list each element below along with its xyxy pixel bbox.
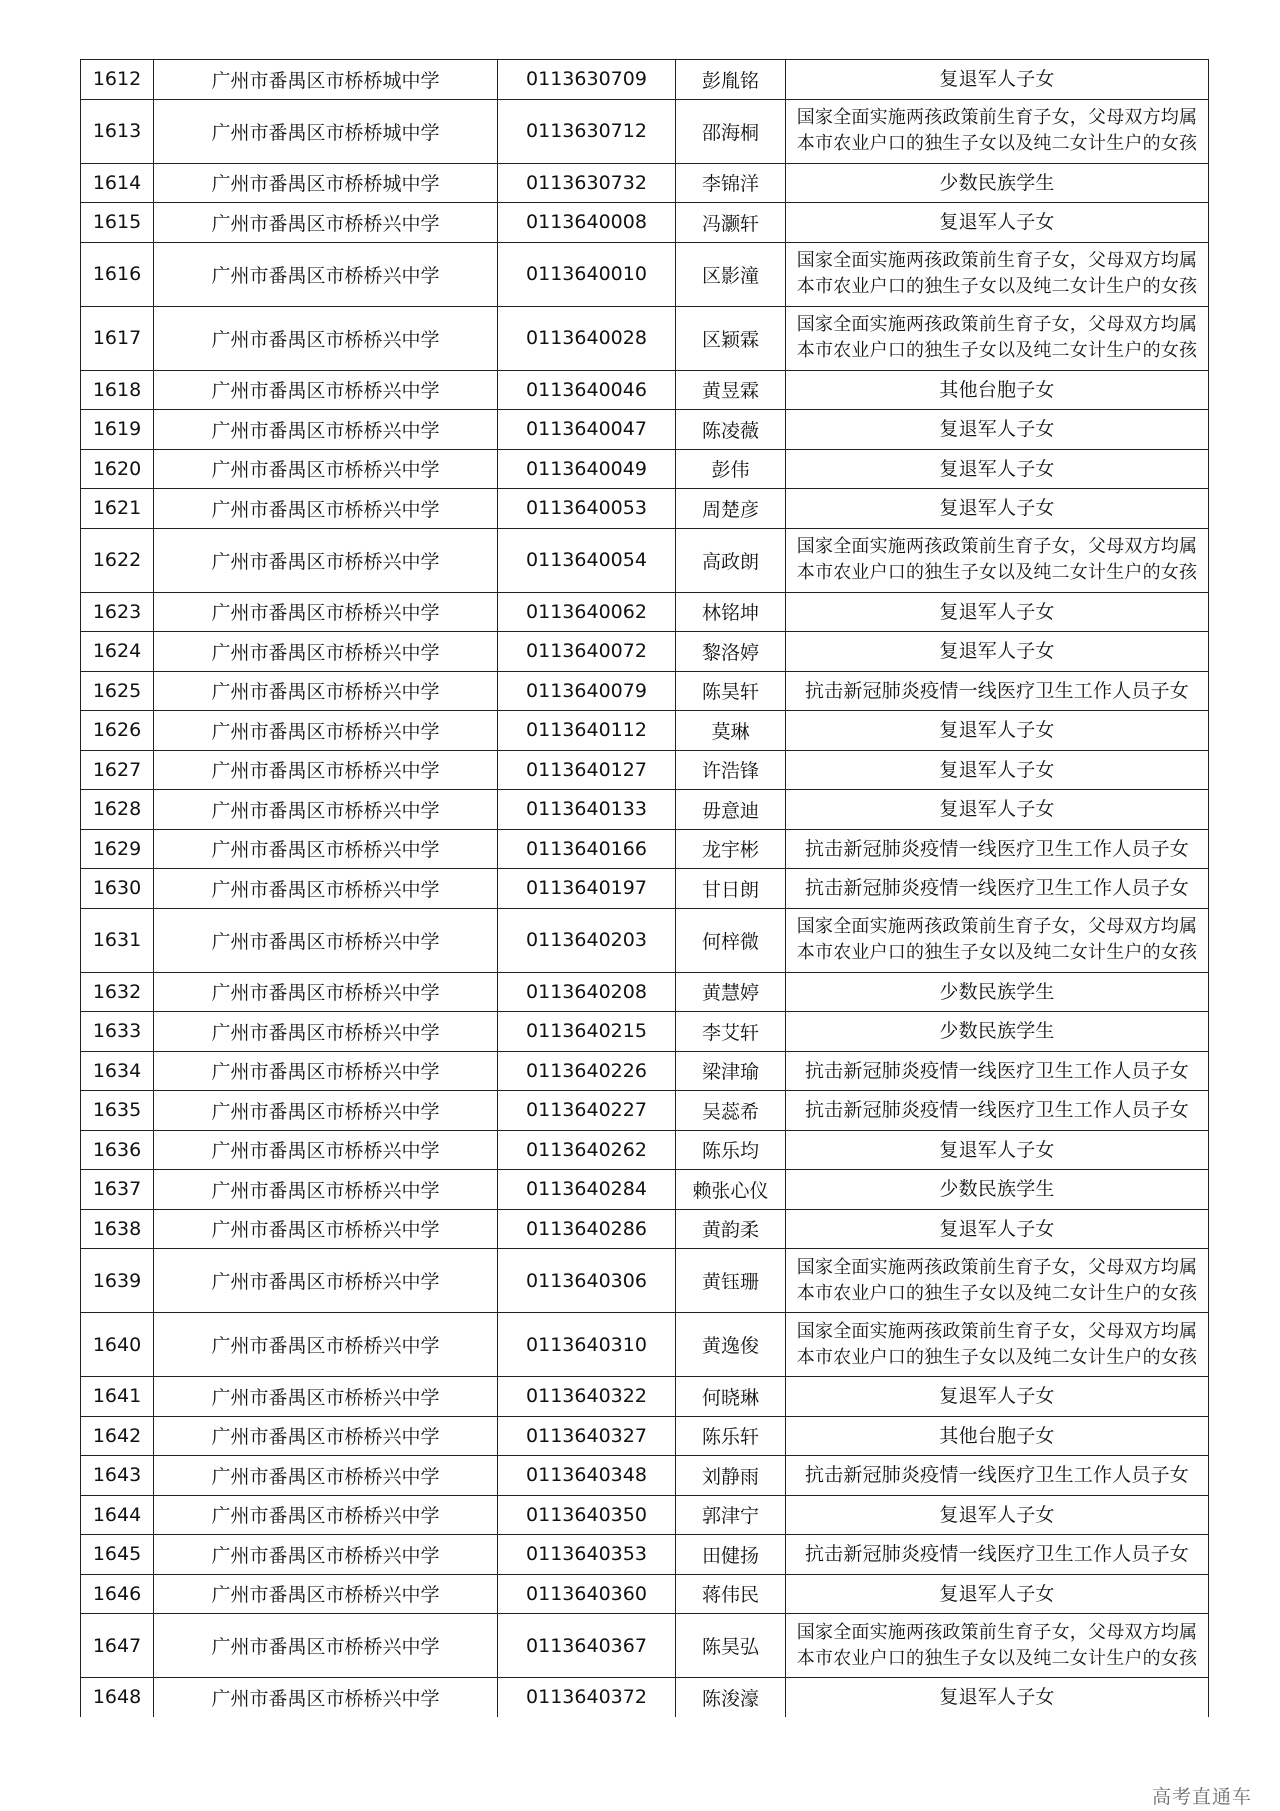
student-id: 0113640079: [498, 671, 676, 711]
school-name: 广州市番禺区市桥桥兴中学: [154, 1091, 498, 1131]
row-number: 1640: [81, 1313, 154, 1377]
student-id: 0113640372: [498, 1678, 676, 1717]
school-name: 广州市番禺区市桥桥兴中学: [154, 1170, 498, 1210]
category: 复退军人子女: [786, 790, 1209, 830]
student-name: 梁津瑜: [676, 1051, 786, 1091]
school-name: 广州市番禺区市桥桥兴中学: [154, 972, 498, 1012]
student-id: 0113640053: [498, 489, 676, 529]
row-number: 1622: [81, 528, 154, 592]
student-name: 高政朗: [676, 528, 786, 592]
student-name: 甘日朗: [676, 869, 786, 909]
table-row: [81, 449, 1209, 489]
student-id: 0113640054: [498, 528, 676, 592]
category: 其他台胞子女: [786, 370, 1209, 410]
table-row: [81, 1678, 1209, 1717]
table-row: [81, 1416, 1209, 1456]
student-name: 田健扬: [676, 1535, 786, 1575]
row-number: 1617: [81, 306, 154, 370]
student-list-table: [80, 59, 1209, 1717]
table-row: [81, 1574, 1209, 1614]
table-row: [81, 370, 1209, 410]
table-row: [81, 1313, 1209, 1377]
student-name: 黄钰珊: [676, 1249, 786, 1313]
table-row: [81, 829, 1209, 869]
category: 抗击新冠肺炎疫情一线医疗卫生工作人员子女: [786, 1456, 1209, 1496]
category: 复退军人子女: [786, 1377, 1209, 1417]
school-name: 广州市番禺区市桥桥兴中学: [154, 203, 498, 243]
school-name: 广州市番禺区市桥桥兴中学: [154, 711, 498, 751]
table-row: [81, 489, 1209, 529]
student-id: 0113640327: [498, 1416, 676, 1456]
student-id: 0113640322: [498, 1377, 676, 1417]
category: 复退军人子女: [786, 1130, 1209, 1170]
category: 少数民族学生: [786, 163, 1209, 203]
category: 少数民族学生: [786, 972, 1209, 1012]
category: 复退军人子女: [786, 449, 1209, 489]
student-name: 区颖霖: [676, 306, 786, 370]
table-row: [81, 972, 1209, 1012]
category: 国家全面实施两孩政策前生育子女，父母双方均属本市农业户口的独生子女以及纯二女计生户的女孩: [786, 908, 1209, 972]
row-number: 1616: [81, 242, 154, 306]
category: 抗击新冠肺炎疫情一线医疗卫生工作人员子女: [786, 1051, 1209, 1091]
category: 国家全面实施两孩政策前生育子女，父母双方均属本市农业户口的独生子女以及纯二女计生户的女孩: [786, 99, 1209, 163]
student-id: 0113640008: [498, 203, 676, 243]
student-name: 陈昊弘: [676, 1614, 786, 1678]
student-id: 0113640348: [498, 1456, 676, 1496]
category: 国家全面实施两孩政策前生育子女，父母双方均属本市农业户口的独生子女以及纯二女计生户的女孩: [786, 242, 1209, 306]
row-number: 1646: [81, 1574, 154, 1614]
row-number: 1623: [81, 592, 154, 632]
school-name: 广州市番禺区市桥桥兴中学: [154, 1416, 498, 1456]
student-name: 冯灏轩: [676, 203, 786, 243]
student-id: 0113640166: [498, 829, 676, 869]
student-id: 0113640286: [498, 1209, 676, 1249]
school-name: 广州市番禺区市桥桥兴中学: [154, 1130, 498, 1170]
table-row: [81, 1249, 1209, 1313]
table-row: [81, 671, 1209, 711]
student-name: 许浩锋: [676, 750, 786, 790]
student-name: 赖张心仪: [676, 1170, 786, 1210]
student-id: 0113640310: [498, 1313, 676, 1377]
student-name: 毋意迪: [676, 790, 786, 830]
table-row: [81, 632, 1209, 672]
school-name: 广州市番禺区市桥桥兴中学: [154, 489, 498, 529]
school-name: 广州市番禺区市桥桥兴中学: [154, 750, 498, 790]
table-row: [81, 869, 1209, 909]
watermark: 高考直通车: [1151, 1786, 1252, 1808]
row-number: 1615: [81, 203, 154, 243]
table-row: [81, 790, 1209, 830]
row-number: 1645: [81, 1535, 154, 1575]
row-number: 1631: [81, 908, 154, 972]
row-number: 1613: [81, 99, 154, 163]
school-name: 广州市番禺区市桥桥城中学: [154, 99, 498, 163]
category: 抗击新冠肺炎疫情一线医疗卫生工作人员子女: [786, 869, 1209, 909]
student-name: 龙宇彬: [676, 829, 786, 869]
category: 复退军人子女: [786, 203, 1209, 243]
row-number: 1618: [81, 370, 154, 410]
category: 抗击新冠肺炎疫情一线医疗卫生工作人员子女: [786, 829, 1209, 869]
category: 少数民族学生: [786, 1170, 1209, 1210]
school-name: 广州市番禺区市桥桥兴中学: [154, 1012, 498, 1052]
student-id: 0113640350: [498, 1495, 676, 1535]
row-number: 1619: [81, 410, 154, 450]
school-name: 广州市番禺区市桥桥兴中学: [154, 1249, 498, 1313]
row-number: 1628: [81, 790, 154, 830]
table-row: [81, 1377, 1209, 1417]
student-id: 0113640133: [498, 790, 676, 830]
student-id: 0113640062: [498, 592, 676, 632]
student-name: 周楚彦: [676, 489, 786, 529]
table-row: [81, 242, 1209, 306]
table-row: [81, 1495, 1209, 1535]
row-number: 1612: [81, 60, 154, 100]
school-name: 广州市番禺区市桥桥兴中学: [154, 306, 498, 370]
student-id: 0113630709: [498, 60, 676, 100]
table-row: [81, 410, 1209, 450]
student-name: 吴蕊希: [676, 1091, 786, 1131]
student-name: 郭津宁: [676, 1495, 786, 1535]
category: 复退军人子女: [786, 1495, 1209, 1535]
row-number: 1637: [81, 1170, 154, 1210]
row-number: 1638: [81, 1209, 154, 1249]
row-number: 1641: [81, 1377, 154, 1417]
row-number: 1644: [81, 1495, 154, 1535]
category: 复退军人子女: [786, 410, 1209, 450]
student-name: 彭伟: [676, 449, 786, 489]
school-name: 广州市番禺区市桥桥兴中学: [154, 869, 498, 909]
school-name: 广州市番禺区市桥桥兴中学: [154, 632, 498, 672]
category: 复退军人子女: [786, 750, 1209, 790]
row-number: 1633: [81, 1012, 154, 1052]
category: 其他台胞子女: [786, 1416, 1209, 1456]
row-number: 1632: [81, 972, 154, 1012]
student-name: 林铭坤: [676, 592, 786, 632]
category: 国家全面实施两孩政策前生育子女，父母双方均属本市农业户口的独生子女以及纯二女计生户的女孩: [786, 528, 1209, 592]
table-row: [81, 1456, 1209, 1496]
table-row: [81, 1130, 1209, 1170]
student-id: 0113640028: [498, 306, 676, 370]
student-name: 李锦洋: [676, 163, 786, 203]
row-number: 1620: [81, 449, 154, 489]
row-number: 1614: [81, 163, 154, 203]
row-number: 1625: [81, 671, 154, 711]
school-name: 广州市番禺区市桥桥兴中学: [154, 829, 498, 869]
student-id: 0113640049: [498, 449, 676, 489]
row-number: 1642: [81, 1416, 154, 1456]
student-name: 黄韵柔: [676, 1209, 786, 1249]
student-name: 彭胤铭: [676, 60, 786, 100]
row-number: 1639: [81, 1249, 154, 1313]
student-id: 0113640215: [498, 1012, 676, 1052]
table-row: [81, 1091, 1209, 1131]
school-name: 广州市番禺区市桥桥兴中学: [154, 1614, 498, 1678]
student-name: 蒋伟民: [676, 1574, 786, 1614]
school-name: 广州市番禺区市桥桥兴中学: [154, 1678, 498, 1717]
school-name: 广州市番禺区市桥桥兴中学: [154, 410, 498, 450]
row-number: 1629: [81, 829, 154, 869]
table-row: [81, 203, 1209, 243]
student-name: 邵海桐: [676, 99, 786, 163]
student-name: 莫琳: [676, 711, 786, 751]
student-name: 何梓微: [676, 908, 786, 972]
school-name: 广州市番禺区市桥桥兴中学: [154, 528, 498, 592]
table-row: [81, 1209, 1209, 1249]
table-row: [81, 528, 1209, 592]
student-name: 黎洛婷: [676, 632, 786, 672]
school-name: 广州市番禺区市桥桥兴中学: [154, 1313, 498, 1377]
student-id: 0113640208: [498, 972, 676, 1012]
category: 复退军人子女: [786, 489, 1209, 529]
table-row: [81, 60, 1209, 100]
table-row: [81, 306, 1209, 370]
table-row: [81, 163, 1209, 203]
table-row: [81, 99, 1209, 163]
student-id: 0113640010: [498, 242, 676, 306]
student-id: 0113640367: [498, 1614, 676, 1678]
category: 国家全面实施两孩政策前生育子女，父母双方均属本市农业户口的独生子女以及纯二女计生户的女孩: [786, 1249, 1209, 1313]
table-row: [81, 908, 1209, 972]
school-name: 广州市番禺区市桥桥兴中学: [154, 449, 498, 489]
student-id: 0113640262: [498, 1130, 676, 1170]
student-name: 陈浚濠: [676, 1678, 786, 1717]
category: 抗击新冠肺炎疫情一线医疗卫生工作人员子女: [786, 671, 1209, 711]
student-name: 黄逸俊: [676, 1313, 786, 1377]
school-name: 广州市番禺区市桥桥兴中学: [154, 592, 498, 632]
row-number: 1634: [81, 1051, 154, 1091]
school-name: 广州市番禺区市桥桥兴中学: [154, 1456, 498, 1496]
row-number: 1627: [81, 750, 154, 790]
category: 复退军人子女: [786, 1574, 1209, 1614]
school-name: 广州市番禺区市桥桥兴中学: [154, 1377, 498, 1417]
school-name: 广州市番禺区市桥桥兴中学: [154, 1535, 498, 1575]
school-name: 广州市番禺区市桥桥兴中学: [154, 370, 498, 410]
row-number: 1621: [81, 489, 154, 529]
student-name: 陈乐均: [676, 1130, 786, 1170]
table-row: [81, 1170, 1209, 1210]
table-row: [81, 750, 1209, 790]
student-id: 0113640306: [498, 1249, 676, 1313]
school-name: 广州市番禺区市桥桥兴中学: [154, 1495, 498, 1535]
table-body: [81, 60, 1209, 1717]
student-name: 何晓琳: [676, 1377, 786, 1417]
student-id: 0113640360: [498, 1574, 676, 1614]
category: 复退军人子女: [786, 1678, 1209, 1717]
student-id: 0113640047: [498, 410, 676, 450]
table-row: [81, 1535, 1209, 1575]
school-name: 广州市番禺区市桥桥兴中学: [154, 1209, 498, 1249]
student-id: 0113640127: [498, 750, 676, 790]
category: 抗击新冠肺炎疫情一线医疗卫生工作人员子女: [786, 1091, 1209, 1131]
category: 少数民族学生: [786, 1012, 1209, 1052]
student-name: 陈凌薇: [676, 410, 786, 450]
table-row: [81, 1614, 1209, 1678]
table-row: [81, 1012, 1209, 1052]
student-id: 0113640046: [498, 370, 676, 410]
school-name: 广州市番禺区市桥桥兴中学: [154, 790, 498, 830]
student-name: 区影潼: [676, 242, 786, 306]
school-name: 广州市番禺区市桥桥兴中学: [154, 671, 498, 711]
student-name: 刘静雨: [676, 1456, 786, 1496]
student-id: 0113640197: [498, 869, 676, 909]
student-name: 黄昱霖: [676, 370, 786, 410]
student-id: 0113640284: [498, 1170, 676, 1210]
table-row: [81, 592, 1209, 632]
school-name: 广州市番禺区市桥桥兴中学: [154, 908, 498, 972]
row-number: 1648: [81, 1678, 154, 1717]
category: 复退军人子女: [786, 632, 1209, 672]
row-number: 1635: [81, 1091, 154, 1131]
school-name: 广州市番禺区市桥桥城中学: [154, 60, 498, 100]
table-row: [81, 1051, 1209, 1091]
student-name: 黄慧婷: [676, 972, 786, 1012]
student-name: 陈乐轩: [676, 1416, 786, 1456]
student-id: 0113640227: [498, 1091, 676, 1131]
school-name: 广州市番禺区市桥桥兴中学: [154, 1574, 498, 1614]
category: 抗击新冠肺炎疫情一线医疗卫生工作人员子女: [786, 1535, 1209, 1575]
category: 复退军人子女: [786, 711, 1209, 751]
category: 国家全面实施两孩政策前生育子女，父母双方均属本市农业户口的独生子女以及纯二女计生户的女孩: [786, 306, 1209, 370]
student-name: 陈昊轩: [676, 671, 786, 711]
student-id: 0113640353: [498, 1535, 676, 1575]
row-number: 1626: [81, 711, 154, 751]
school-name: 广州市番禺区市桥桥兴中学: [154, 1051, 498, 1091]
row-number: 1643: [81, 1456, 154, 1496]
row-number: 1636: [81, 1130, 154, 1170]
category: 复退军人子女: [786, 592, 1209, 632]
student-id: 0113640203: [498, 908, 676, 972]
category: 国家全面实施两孩政策前生育子女，父母双方均属本市农业户口的独生子女以及纯二女计生户的女孩: [786, 1313, 1209, 1377]
student-id: 0113630732: [498, 163, 676, 203]
student-id: 0113640112: [498, 711, 676, 751]
student-id: 0113640072: [498, 632, 676, 672]
category: 国家全面实施两孩政策前生育子女，父母双方均属本市农业户口的独生子女以及纯二女计生户的女孩: [786, 1614, 1209, 1678]
student-id: 0113640226: [498, 1051, 676, 1091]
row-number: 1624: [81, 632, 154, 672]
table-row: [81, 711, 1209, 751]
row-number: 1630: [81, 869, 154, 909]
school-name: 广州市番禺区市桥桥城中学: [154, 163, 498, 203]
category: 复退军人子女: [786, 1209, 1209, 1249]
school-name: 广州市番禺区市桥桥兴中学: [154, 242, 498, 306]
category: 复退军人子女: [786, 60, 1209, 100]
student-name: 李艾轩: [676, 1012, 786, 1052]
student-id: 0113630712: [498, 99, 676, 163]
row-number: 1647: [81, 1614, 154, 1678]
